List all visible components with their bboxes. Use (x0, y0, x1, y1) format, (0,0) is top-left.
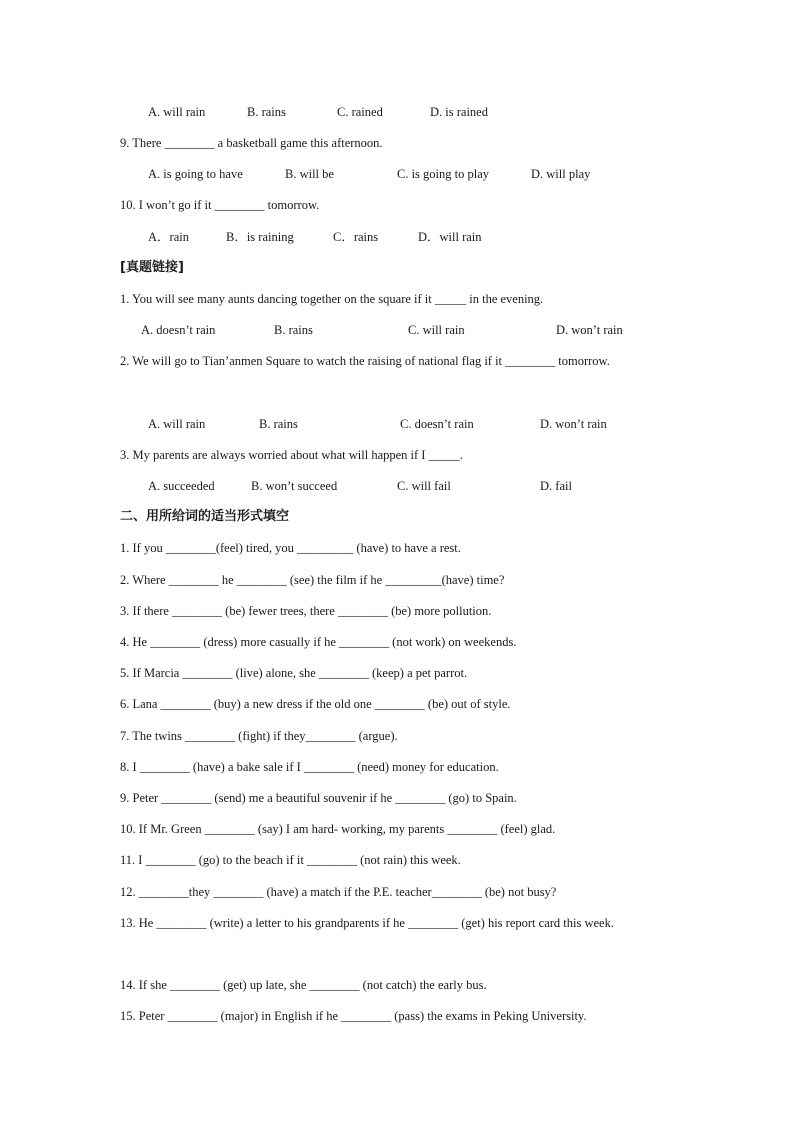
q10-option-a: A．rain (148, 230, 189, 244)
fill-item-15: 15. Peter ________ (major) in English if he ________ (pass) the exams in Peking University. (120, 1009, 587, 1023)
fill-item-1: 1. If you ________(feel) tired, you _________ (have) to have a rest. (120, 541, 461, 555)
link-q3-option-b: B. won’t succeed (251, 479, 338, 493)
fill-item-12: 12. ________they ________ (have) a match if the P.E. teacher________ (be) not busy? (120, 885, 557, 899)
fill-item-10: 10. If Mr. Green ________ (say) I am hard- working, my parents ________ (feel) glad. (120, 822, 556, 836)
fill-item-14: 14. If she ________ (get) up late, she ________ (not catch) the early bus. (120, 978, 487, 992)
q9-option-a: A. is going to have (148, 167, 243, 181)
link-q2-option-a: A. will rain (148, 417, 206, 431)
q9-option-d: D. will play (531, 167, 591, 181)
link-q1-option-d: D. won’t rain (556, 323, 623, 337)
q8-option-b: B. rains (247, 105, 286, 119)
link-question-1: 1. You will see many aunts dancing together on the square if it _____ in the evening. (120, 292, 544, 306)
fill-item-2: 2. Where ________ he ________ (see) the film if he _________(have) time? (120, 573, 505, 587)
q10-option-d: D．will rain (418, 230, 482, 244)
fill-item-9: 9. Peter ________ (send) me a beautiful souvenir if he ________ (go) to Spain. (120, 791, 517, 805)
fill-item-5: 5. If Marcia ________ (live) alone, she ________ (keep) a pet parrot. (120, 666, 468, 680)
q8-option-d: D. is rained (430, 105, 488, 119)
link-q3-option-d: D. fail (540, 479, 572, 493)
link-q2-option-b: B. rains (259, 417, 298, 431)
q8-option-a: A. will rain (148, 105, 206, 119)
link-question-2: 2. We will go to Tian’anmen Square to watch the raising of national flag if it ________ tomorrow. (120, 354, 610, 368)
fill-item-4: 4. He ________ (dress) more casually if he ________ (not work) on weekends. (120, 635, 517, 649)
link-q1-option-a: A. doesn’t rain (141, 323, 216, 337)
link-q2-option-d: D. won’t rain (540, 417, 607, 431)
question-9: 9. There ________ a basketball game this afternoon. (120, 136, 383, 150)
link-q1-option-c: C. will rain (408, 323, 465, 337)
q10-option-b: B．is raining (226, 230, 294, 244)
fill-item-3: 3. If there ________ (be) fewer trees, there ________ (be) more pollution. (120, 604, 492, 618)
question-10: 10. I won’t go if it ________ tomorrow. (120, 198, 320, 212)
fill-item-7: 7. The twins ________ (fight) if they________ (argue). (120, 729, 398, 743)
fill-item-8: 8. I ________ (have) a bake sale if I ________ (need) money for education. (120, 760, 499, 774)
fill-item-6: 6. Lana ________ (buy) a new dress if the old one ________ (be) out of style. (120, 697, 511, 711)
link-q2-option-c: C. doesn’t rain (400, 417, 474, 431)
link-heading: [真题链接] (120, 260, 184, 275)
q10-option-c: C．rains (333, 230, 379, 244)
link-q3-option-c: C. will fail (397, 479, 451, 493)
link-question-3: 3. My parents are always worried about what will happen if I _____. (120, 448, 463, 462)
q9-option-c: C. is going to play (397, 167, 490, 181)
q9-option-b: B. will be (285, 167, 334, 181)
link-q1-option-b: B. rains (274, 323, 313, 337)
fill-item-11: 11. I ________ (go) to the beach if it ________ (not rain) this week. (120, 853, 461, 867)
fill-item-13: 13. He ________ (write) a letter to his grandparents if he ________ (get) his report card this week. (120, 916, 614, 930)
q8-option-c: C. rained (337, 105, 383, 119)
section-2-heading: 二、用所给词的适当形式填空 (120, 509, 290, 524)
link-q3-option-a: A. succeeded (148, 479, 215, 493)
